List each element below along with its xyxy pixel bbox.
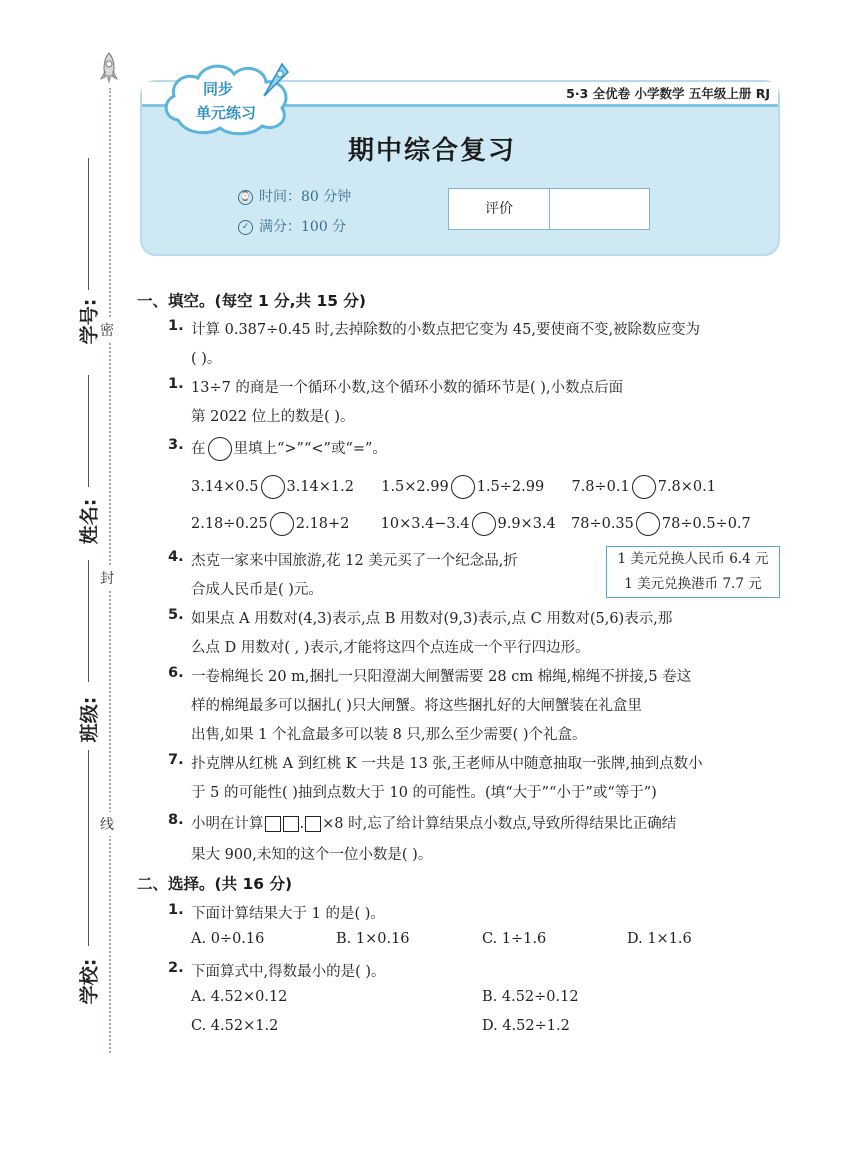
check-icon: ✓: [238, 220, 253, 235]
school-line[interactable]: [88, 750, 89, 946]
q7-line1: 扑克牌从红桃 A 到红桃 K 一共是 13 张,王老师从中随意抽取一张牌,抽到点数小: [191, 756, 703, 772]
answer-circle[interactable]: [261, 475, 285, 499]
digit-box: [283, 816, 299, 832]
score-info: [238, 216, 346, 236]
school-label: 学校:: [78, 958, 101, 1005]
name-line[interactable]: [88, 375, 89, 487]
q3-expr: 3.14×0.5: [191, 479, 259, 495]
q3-expr: 7.8×0.1: [657, 479, 716, 495]
q1-number: 1.: [168, 318, 184, 334]
s2-q2-option-b[interactable]: B. 4.52÷0.12: [482, 989, 579, 1005]
seal-mark-feng: 封: [100, 566, 114, 590]
class-line[interactable]: [88, 560, 89, 682]
answer-circle[interactable]: [472, 512, 496, 536]
s2-q1-option-c[interactable]: C. 1÷1.6: [482, 931, 547, 947]
q8-number: 8.: [168, 812, 184, 828]
unit-practice-badge: [160, 58, 300, 138]
compare-circle: [208, 437, 232, 461]
student-id-label: 学号:: [78, 298, 101, 345]
s2-q1-option-d[interactable]: D. 1×1.6: [627, 931, 692, 947]
page-title: 期中综合复习: [347, 136, 516, 166]
rocket-icon: [98, 52, 120, 86]
digit-box: [305, 816, 321, 832]
seal-mark-xian: 线: [100, 812, 114, 836]
q6-line3: 出售,如果 1 个礼盒最多可以装 8 只,那么至少需要( )个礼盒。: [191, 727, 587, 743]
answer-circle[interactable]: [636, 512, 660, 536]
q3-expr: 2.18÷0.25: [191, 516, 268, 532]
badge-line1: 同步: [202, 80, 234, 98]
evaluation-field[interactable]: [550, 189, 649, 229]
q3-pre: 在: [191, 441, 206, 457]
q3-expr: 2.18+2: [295, 516, 350, 532]
q3-expr: 10×3.4−3.4: [380, 516, 470, 532]
q4-line2: 合成人民币是( )元。: [191, 582, 323, 598]
q6-line1: 一卷棉绳长 20 m,捆扎一只阳澄湖大闸蟹需要 28 cm 棉绳,棉绳不拼接,5 卷这: [191, 669, 692, 685]
score-text: 满分：100 分: [259, 219, 347, 235]
q3-number: 3.: [168, 437, 184, 453]
q8-line1: 小明在计算 . ×8 时,忘了给计算结果点小数点,导致所得结果比正确结: [191, 816, 677, 832]
s2-q1-number: 1.: [168, 902, 184, 918]
q3-row2: [191, 512, 751, 536]
q3-instruction: [191, 437, 387, 461]
answer-circle[interactable]: [632, 475, 656, 499]
student-id-line[interactable]: [88, 158, 89, 290]
q7-number: 7.: [168, 752, 184, 768]
q6-line2: 样的棉绳最多可以捆扎( )只大闸蟹。将这些捆扎好的大闸蟹装在礼盒里: [191, 698, 642, 714]
q5-line2: 么点 D 用数对( , )表示,才能将这四个点连成一个平行四边形。: [191, 640, 590, 656]
exchange-rate-box: [606, 546, 780, 598]
class-label: 班级:: [78, 696, 101, 743]
seal-mark-mi: 密: [100, 318, 114, 342]
s2-q2-number: 2.: [168, 960, 184, 976]
s2-q2-text: 下面算式中,得数最小的是( )。: [191, 964, 386, 980]
time-info: [238, 186, 351, 206]
s2-q1-text: 下面计算结果大于 1 的是( )。: [191, 906, 385, 922]
q7-line2: 于 5 的可能性( )抽到点数大于 10 的可能性。(填“大于”“小于”或“等于”): [191, 785, 657, 801]
rate-hkd: 1 美元兑换港币 7.7 元: [624, 576, 762, 592]
q6-number: 6.: [168, 665, 184, 681]
s2-q1-option-b[interactable]: B. 1×0.16: [336, 931, 410, 947]
q4-line1: 杰克一家来中国旅游,花 12 美元买了一个纪念品,折: [191, 553, 518, 569]
q1-line1: 计算 0.387÷0.45 时,去掉除数的小数点把它变为 45,要使商不变,被除数应变为: [191, 322, 701, 338]
q1-line2: ( )。: [191, 351, 222, 367]
q3-row1: [191, 475, 716, 499]
q8-pre: 小明在计算: [191, 816, 264, 832]
rate-rmb: 1 美元兑换人民币 6.4 元: [617, 551, 769, 567]
q3-expr: 7.8÷0.1: [571, 479, 630, 495]
q3-expr: 1.5×2.99: [381, 479, 449, 495]
evaluation-label: 评价: [449, 189, 550, 229]
answer-circle[interactable]: [451, 475, 475, 499]
q3-expr: 78÷0.35: [571, 516, 634, 532]
series-info: 5·3 全优卷 小学数学 五年级上册 RJ: [566, 86, 770, 101]
q5-number: 5.: [168, 607, 184, 623]
q2-line1: 13÷7 的商是一个循环小数,这个循环小数的循环节是( ),小数点后面: [191, 380, 624, 396]
digit-box: [265, 816, 281, 832]
section2-heading: 二、选择。(共 16 分): [137, 875, 293, 893]
q2-line2: 第 2022 位上的数是( )。: [191, 409, 355, 425]
q2-number: 1.: [168, 376, 184, 392]
time-text: 时间：80 分钟: [259, 189, 352, 205]
q8-post: ×8 时,忘了给计算结果点小数点,导致所得结果比正确结: [322, 816, 677, 832]
q5-line1: 如果点 A 用数对(4,3)表示,点 B 用数对(9,3)表示,点 C 用数对(5,6)表示,那: [191, 611, 673, 627]
s2-q2-option-c[interactable]: C. 4.52×1.2: [191, 1018, 279, 1034]
q4-number: 4.: [168, 549, 184, 565]
s2-q2-option-a[interactable]: A. 4.52×0.12: [191, 989, 288, 1005]
q3-expr: 3.14×1.2: [286, 479, 354, 495]
evaluation-box: [448, 188, 650, 230]
q3-expr: 9.9×3.4: [497, 516, 556, 532]
badge-line2: 单元练习: [195, 104, 257, 122]
q3-expr: 78÷0.5÷0.7: [661, 516, 751, 532]
clock-icon: ⌚: [238, 190, 253, 205]
q3-post: 里填上“>”“<”或“=”。: [233, 441, 387, 457]
q8-line2: 果大 900,未知的这个一位小数是( )。: [191, 847, 433, 863]
s2-q1-option-a[interactable]: A. 0÷0.16: [191, 931, 265, 947]
s2-q2-option-d[interactable]: D. 4.52÷1.2: [482, 1018, 570, 1034]
name-label: 姓名:: [78, 498, 101, 545]
q3-expr: 1.5÷2.99: [476, 479, 545, 495]
answer-circle[interactable]: [270, 512, 294, 536]
section1-heading: 一、填空。(每空 1 分,共 15 分): [137, 292, 366, 310]
